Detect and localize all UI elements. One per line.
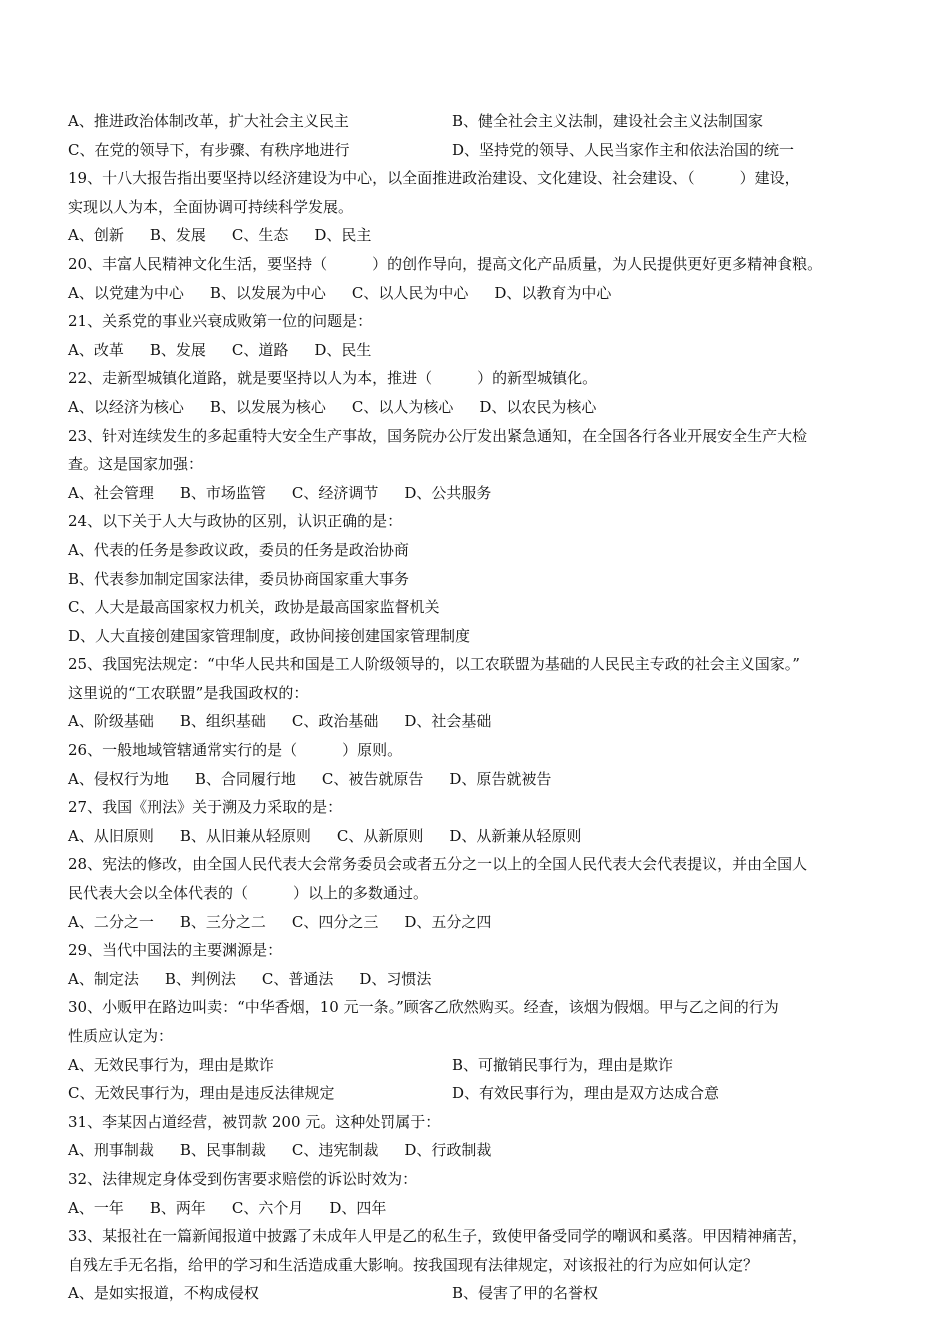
text-line: 性质应认定为： <box>68 1027 174 1045</box>
exam-document <box>68 107 888 1308</box>
option-item: C、生态 <box>231 226 289 245</box>
option-row <box>68 908 888 937</box>
option-row <box>68 1079 888 1108</box>
option-item: C、以人为核心 <box>351 397 454 416</box>
option-item: C、道路 <box>231 340 289 359</box>
option-item: A、推进政治体制改革，扩大社会主义民主 <box>68 112 349 130</box>
option-row <box>68 965 888 994</box>
text-line: 25、我国宪法规定：“中华人民共和国是工人阶级领导的，以工农联盟为基础的人民民主专政的社会主义国家。” <box>68 655 800 674</box>
option-item: C、普通法 <box>261 969 334 988</box>
text-line: 28、宪法的修改，由全国人民代表大会常务委员会或者五分之一以上的全国人民代表大会代表提议，并由全国人 <box>68 855 808 874</box>
option-row <box>68 393 888 422</box>
option-item: B、发展 <box>149 340 206 359</box>
option-row <box>68 707 888 736</box>
text-line: 19、十八大报告指出要坚持以经济建设为中心，以全面推进政治建设、文化建设、社会建设、（ ）建设， <box>68 169 800 188</box>
option-item: A、社会管理 <box>68 483 154 502</box>
option-item: B、民事制裁 <box>179 1141 266 1160</box>
option-item: D、民主 <box>314 226 372 245</box>
text-line: 民代表大会以全体代表的（ ）以上的多数通过。 <box>68 884 429 903</box>
text-line: C、人大是最高国家权力机关，政协是最高国家监督机关 <box>68 598 440 617</box>
option-item: B、判例法 <box>164 969 236 988</box>
option-row <box>68 136 888 165</box>
option-item: C、违宪制裁 <box>291 1141 379 1160</box>
option-item: C、被告就原告 <box>321 769 424 788</box>
text-line: 31、李某因占道经营，被罚款 200 元。这种处罚属于： <box>68 1112 441 1131</box>
text-line: B、代表参加制定国家法律，委员协商国家重大事务 <box>68 569 410 588</box>
text-line: 32、法律规定身体受到伤害要求赔偿的诉讼时效为： <box>68 1169 418 1188</box>
text-line: D、人大直接创建国家管理制度，政协间接创建国家管理制度 <box>68 626 471 645</box>
option-item: A、从旧原则 <box>68 826 154 845</box>
option-item: B、合同履行地 <box>194 769 296 788</box>
text-line: 20、丰富人民精神文化生活，要坚持（ ）的创作导向，提高文化产品质量，为人民提供更好更多精神食粮。 <box>68 254 823 273</box>
option-item: B、从旧兼从轻原则 <box>179 826 311 845</box>
option-item: D、五分之四 <box>404 912 492 931</box>
option-item: A、以经济为核心 <box>68 397 184 416</box>
option-item: B、组织基础 <box>179 712 266 731</box>
option-item: D、从新兼从轻原则 <box>449 826 582 845</box>
text-line: 22、走新型城镇化道路，就是要坚持以人为本，推进（ ）的新型城镇化。 <box>68 369 598 388</box>
option-item: C、四分之三 <box>291 912 379 931</box>
option-row <box>68 221 888 250</box>
option-item: A、无效民事行为，理由是欺诈 <box>68 1055 274 1074</box>
option-item: A、创新 <box>68 226 124 245</box>
option-row <box>68 1279 888 1308</box>
option-item: B、市场监管 <box>179 483 266 502</box>
option-item: B、发展 <box>149 226 206 245</box>
text-line: A、代表的任务是参政议政，委员的任务是政治协商 <box>68 540 409 559</box>
text-line: 29、当代中国法的主要渊源是： <box>68 941 283 960</box>
text-line: 30、小贩甲在路边叫卖：“中华香烟，10 元一条。”顾客乙欣然购买。经查，该烟为假烟。甲与乙之间的行为 <box>68 998 779 1017</box>
option-row <box>68 107 888 136</box>
text-line: 33、某报社在一篇新闻报道中披露了未成年人甲是乙的私生子，致使甲备受同学的嘲讽和奚落。甲因精神痛苦， <box>68 1227 808 1246</box>
option-row <box>68 336 888 365</box>
option-row <box>68 479 888 508</box>
option-item: B、可撤销民事行为，理由是欺诈 <box>452 1055 674 1074</box>
option-item: A、二分之一 <box>68 912 154 931</box>
option-item: A、阶级基础 <box>68 712 154 731</box>
text-line: 23、针对连续发生的多起重特大安全生产事故，国务院办公厅发出紧急通知，在全国各行各业开展安全生产大检 <box>68 426 808 445</box>
text-line: 实现以人为本，全面协调可持续科学发展。 <box>68 197 354 216</box>
option-item: B、健全社会主义法制，建设社会主义法制国家 <box>452 112 764 130</box>
option-item: B、以发展为核心 <box>209 397 326 416</box>
option-item: D、行政制裁 <box>404 1141 492 1160</box>
option-item: C、以人民为中心 <box>351 283 469 302</box>
option-item: D、以农民为核心 <box>479 397 597 416</box>
text-line: 26、一般地域管辖通常实行的是（ ）原则。 <box>68 741 403 760</box>
option-item: B、两年 <box>149 1198 206 1217</box>
option-item: A、侵权行为地 <box>68 769 169 788</box>
option-item: C、从新原则 <box>336 826 424 845</box>
option-item: A、是如实报道，不构成侵权 <box>68 1284 259 1303</box>
option-item: D、以教育为中心 <box>494 283 612 302</box>
option-item: D、习惯法 <box>359 969 432 988</box>
option-row <box>68 765 888 794</box>
option-item: C、政治基础 <box>291 712 379 731</box>
option-item: A、改革 <box>68 340 124 359</box>
option-item: B、以发展为中心 <box>209 283 326 302</box>
text-line: 27、我国《刑法》关于溯及力采取的是： <box>68 798 343 817</box>
option-item: C、在党的领导下，有步骤、有秩序地进行 <box>68 140 350 159</box>
option-item: D、坚持党的领导、人民当家作主和依法治国的统一 <box>452 140 795 159</box>
option-item: A、制定法 <box>68 969 139 988</box>
option-item: D、社会基础 <box>404 712 492 731</box>
option-item: A、刑事制裁 <box>68 1141 154 1160</box>
text-line: 24、以下关于人大与政协的区别，认识正确的是： <box>68 512 403 531</box>
option-item: C、经济调节 <box>291 483 379 502</box>
option-item: C、六个月 <box>231 1198 304 1217</box>
text-line: 自残左手无名指，给甲的学习和生活造成重大影响。按我国现有法律规定，对该报社的行为应如何认定？ <box>68 1255 759 1274</box>
text-line: 查。这是国家加强： <box>68 455 204 474</box>
option-item: B、侵害了甲的名誉权 <box>452 1284 599 1303</box>
option-item: D、四年 <box>329 1198 387 1217</box>
option-item: B、三分之二 <box>179 912 266 931</box>
option-item: A、一年 <box>68 1198 124 1217</box>
option-item: D、公共服务 <box>404 483 492 502</box>
option-row <box>68 1051 888 1080</box>
text-line: 这里说的“工农联盟”是我国政权的： <box>68 683 309 702</box>
option-item: D、有效民事行为，理由是双方达成合意 <box>452 1084 720 1103</box>
option-row <box>68 279 888 308</box>
option-item: D、原告就被告 <box>449 769 552 788</box>
option-item: D、民生 <box>314 340 372 359</box>
option-item: C、无效民事行为，理由是违反法律规定 <box>68 1084 335 1103</box>
option-row <box>68 1136 888 1165</box>
option-row <box>68 822 888 851</box>
option-row <box>68 1194 888 1223</box>
option-item: A、以党建为中心 <box>68 283 184 302</box>
text-line: 21、关系党的事业兴衰成败第一位的问题是： <box>68 312 373 331</box>
